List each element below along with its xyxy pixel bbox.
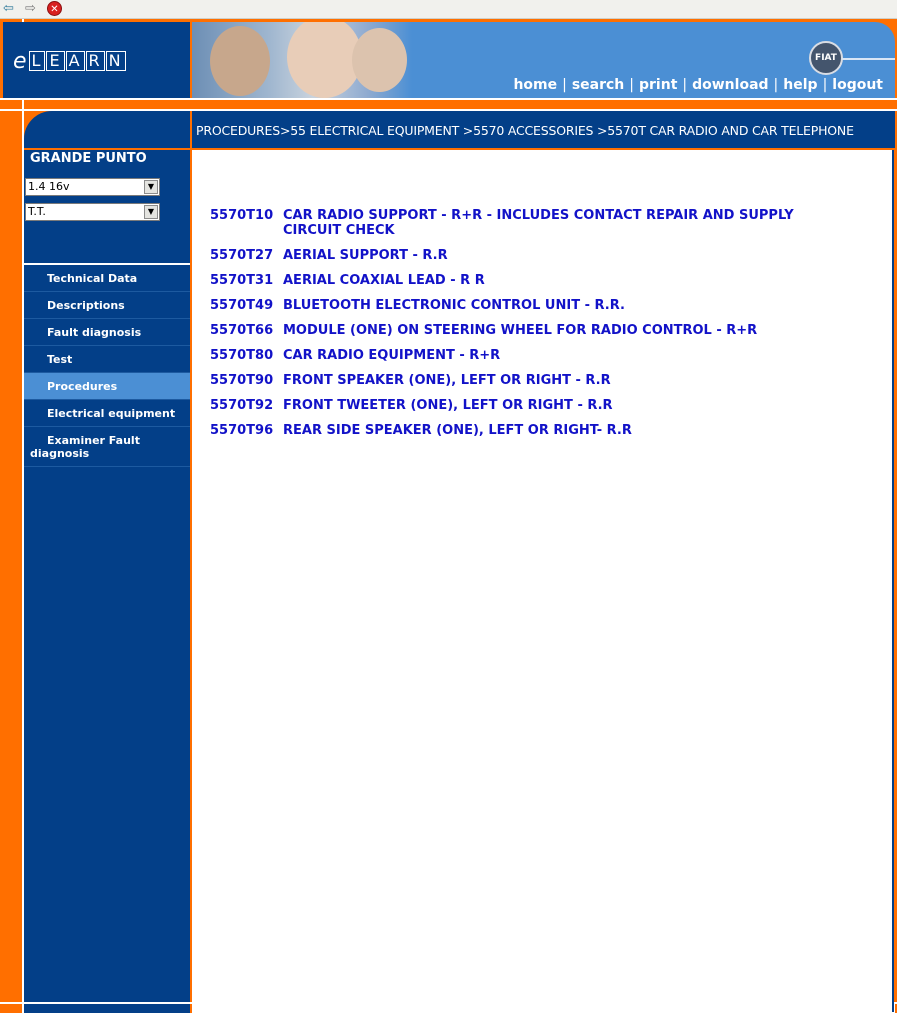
nav-search-link[interactable]: search [571, 77, 625, 93]
procedure-code[interactable]: 5570T92 [210, 398, 274, 413]
sidebar-menu [24, 263, 190, 467]
sidebar [24, 150, 190, 1002]
forward-arrow-icon[interactable]: ⇨ [25, 1, 36, 16]
procedure-title[interactable]: CAR RADIO EQUIPMENT - R+R [283, 348, 501, 363]
breadcrumb-bar [192, 111, 895, 148]
logo-area [3, 22, 190, 98]
photo-person [210, 26, 270, 96]
chevron-down-icon[interactable]: ▼ [144, 205, 158, 219]
breadcrumb[interactable]: PROCEDURES>55 ELECTRICAL EQUIPMENT >5570 ACCESSORIES >5570T CAR RADIO AND CAR TELEPHONE [196, 123, 854, 138]
photo-person [352, 28, 407, 92]
sidebar-item-fault-diagnosis[interactable]: Fault diagnosis [24, 319, 190, 346]
procedure-link[interactable] [210, 423, 830, 438]
sidebar-item-examiner-fault-diagnosis[interactable]: Examiner Fault diagnosis [24, 427, 190, 467]
procedure-title[interactable]: REAR SIDE SPEAKER (ONE), LEFT OR RIGHT- R.R [283, 423, 632, 438]
sidebar-footer [24, 1004, 190, 1013]
procedure-title[interactable]: BLUETOOTH ELECTRONIC CONTROL UNIT - R.R. [283, 298, 625, 313]
procedure-title[interactable]: MODULE (ONE) ON STEERING WHEEL FOR RADIO CONTROL - R+R [283, 323, 758, 338]
procedure-code[interactable]: 5570T49 [210, 298, 274, 313]
version-select-value: T.T. [28, 205, 46, 218]
header-banner [192, 22, 895, 98]
procedure-link[interactable] [210, 298, 830, 313]
procedure-code[interactable]: 5570T31 [210, 273, 274, 288]
sidebar-item-test[interactable]: Test [24, 346, 190, 373]
header-photo [192, 22, 412, 98]
fiat-logo-icon: FIAT [809, 41, 843, 75]
top-navigation: home | search | print | download | help | logout [513, 77, 883, 93]
elearn-logo[interactable]: e L E A R N [13, 49, 127, 74]
procedure-title[interactable]: FRONT SPEAKER (ONE), LEFT OR RIGHT - R.R [283, 373, 611, 388]
procedure-link[interactable] [210, 348, 830, 363]
procedure-code[interactable]: 5570T10 [210, 208, 274, 223]
procedure-list [210, 208, 830, 448]
procedure-title[interactable]: AERIAL SUPPORT - R.R [283, 248, 448, 263]
procedure-link[interactable] [210, 398, 830, 413]
procedure-code[interactable]: 5570T27 [210, 248, 274, 263]
nav-logout-link[interactable]: logout [832, 77, 883, 93]
frame-divider [0, 98, 897, 100]
procedure-code[interactable]: 5570T80 [210, 348, 274, 363]
divider [842, 58, 895, 60]
procedure-link[interactable] [210, 208, 830, 238]
procedure-link[interactable] [210, 323, 830, 338]
nav-download-link[interactable]: download [692, 77, 769, 93]
procedure-link[interactable] [210, 273, 830, 288]
main-content [192, 150, 894, 1012]
model-name: GRANDE PUNTO [30, 151, 147, 166]
version-select[interactable] [25, 203, 160, 221]
procedure-link[interactable] [210, 373, 830, 388]
procedure-code[interactable]: 5570T90 [210, 373, 274, 388]
engine-select[interactable] [25, 178, 160, 196]
procedure-link[interactable] [210, 248, 830, 263]
back-arrow-icon[interactable]: ⇦ [3, 1, 14, 16]
chevron-down-icon[interactable]: ▼ [144, 180, 158, 194]
breadcrumb-corner [24, 111, 190, 148]
sidebar-item-descriptions[interactable]: Descriptions [24, 292, 190, 319]
sidebar-item-electrical-equipment[interactable]: Electrical equipment [24, 400, 190, 427]
nav-home-link[interactable]: home [513, 77, 558, 93]
nav-print-link[interactable]: print [639, 77, 678, 93]
browser-toolbar [0, 0, 897, 19]
photo-person [287, 22, 362, 98]
sidebar-item-technical-data[interactable]: Technical Data [24, 265, 190, 292]
procedure-code[interactable]: 5570T96 [210, 423, 274, 438]
procedure-title[interactable]: CAR RADIO SUPPORT - R+R - INCLUDES CONTACT REPAIR AND SUPPLY CIRCUIT CHECK [283, 208, 794, 238]
procedure-code[interactable]: 5570T66 [210, 323, 274, 338]
stop-icon[interactable]: ✕ [47, 1, 62, 16]
sidebar-item-procedures[interactable]: Procedures [24, 373, 190, 400]
engine-select-value: 1.4 16v [28, 180, 70, 193]
nav-help-link[interactable]: help [783, 77, 818, 93]
procedure-title[interactable]: AERIAL COAXIAL LEAD - R R [283, 273, 485, 288]
procedure-title[interactable]: FRONT TWEETER (ONE), LEFT OR RIGHT - R.R [283, 398, 613, 413]
